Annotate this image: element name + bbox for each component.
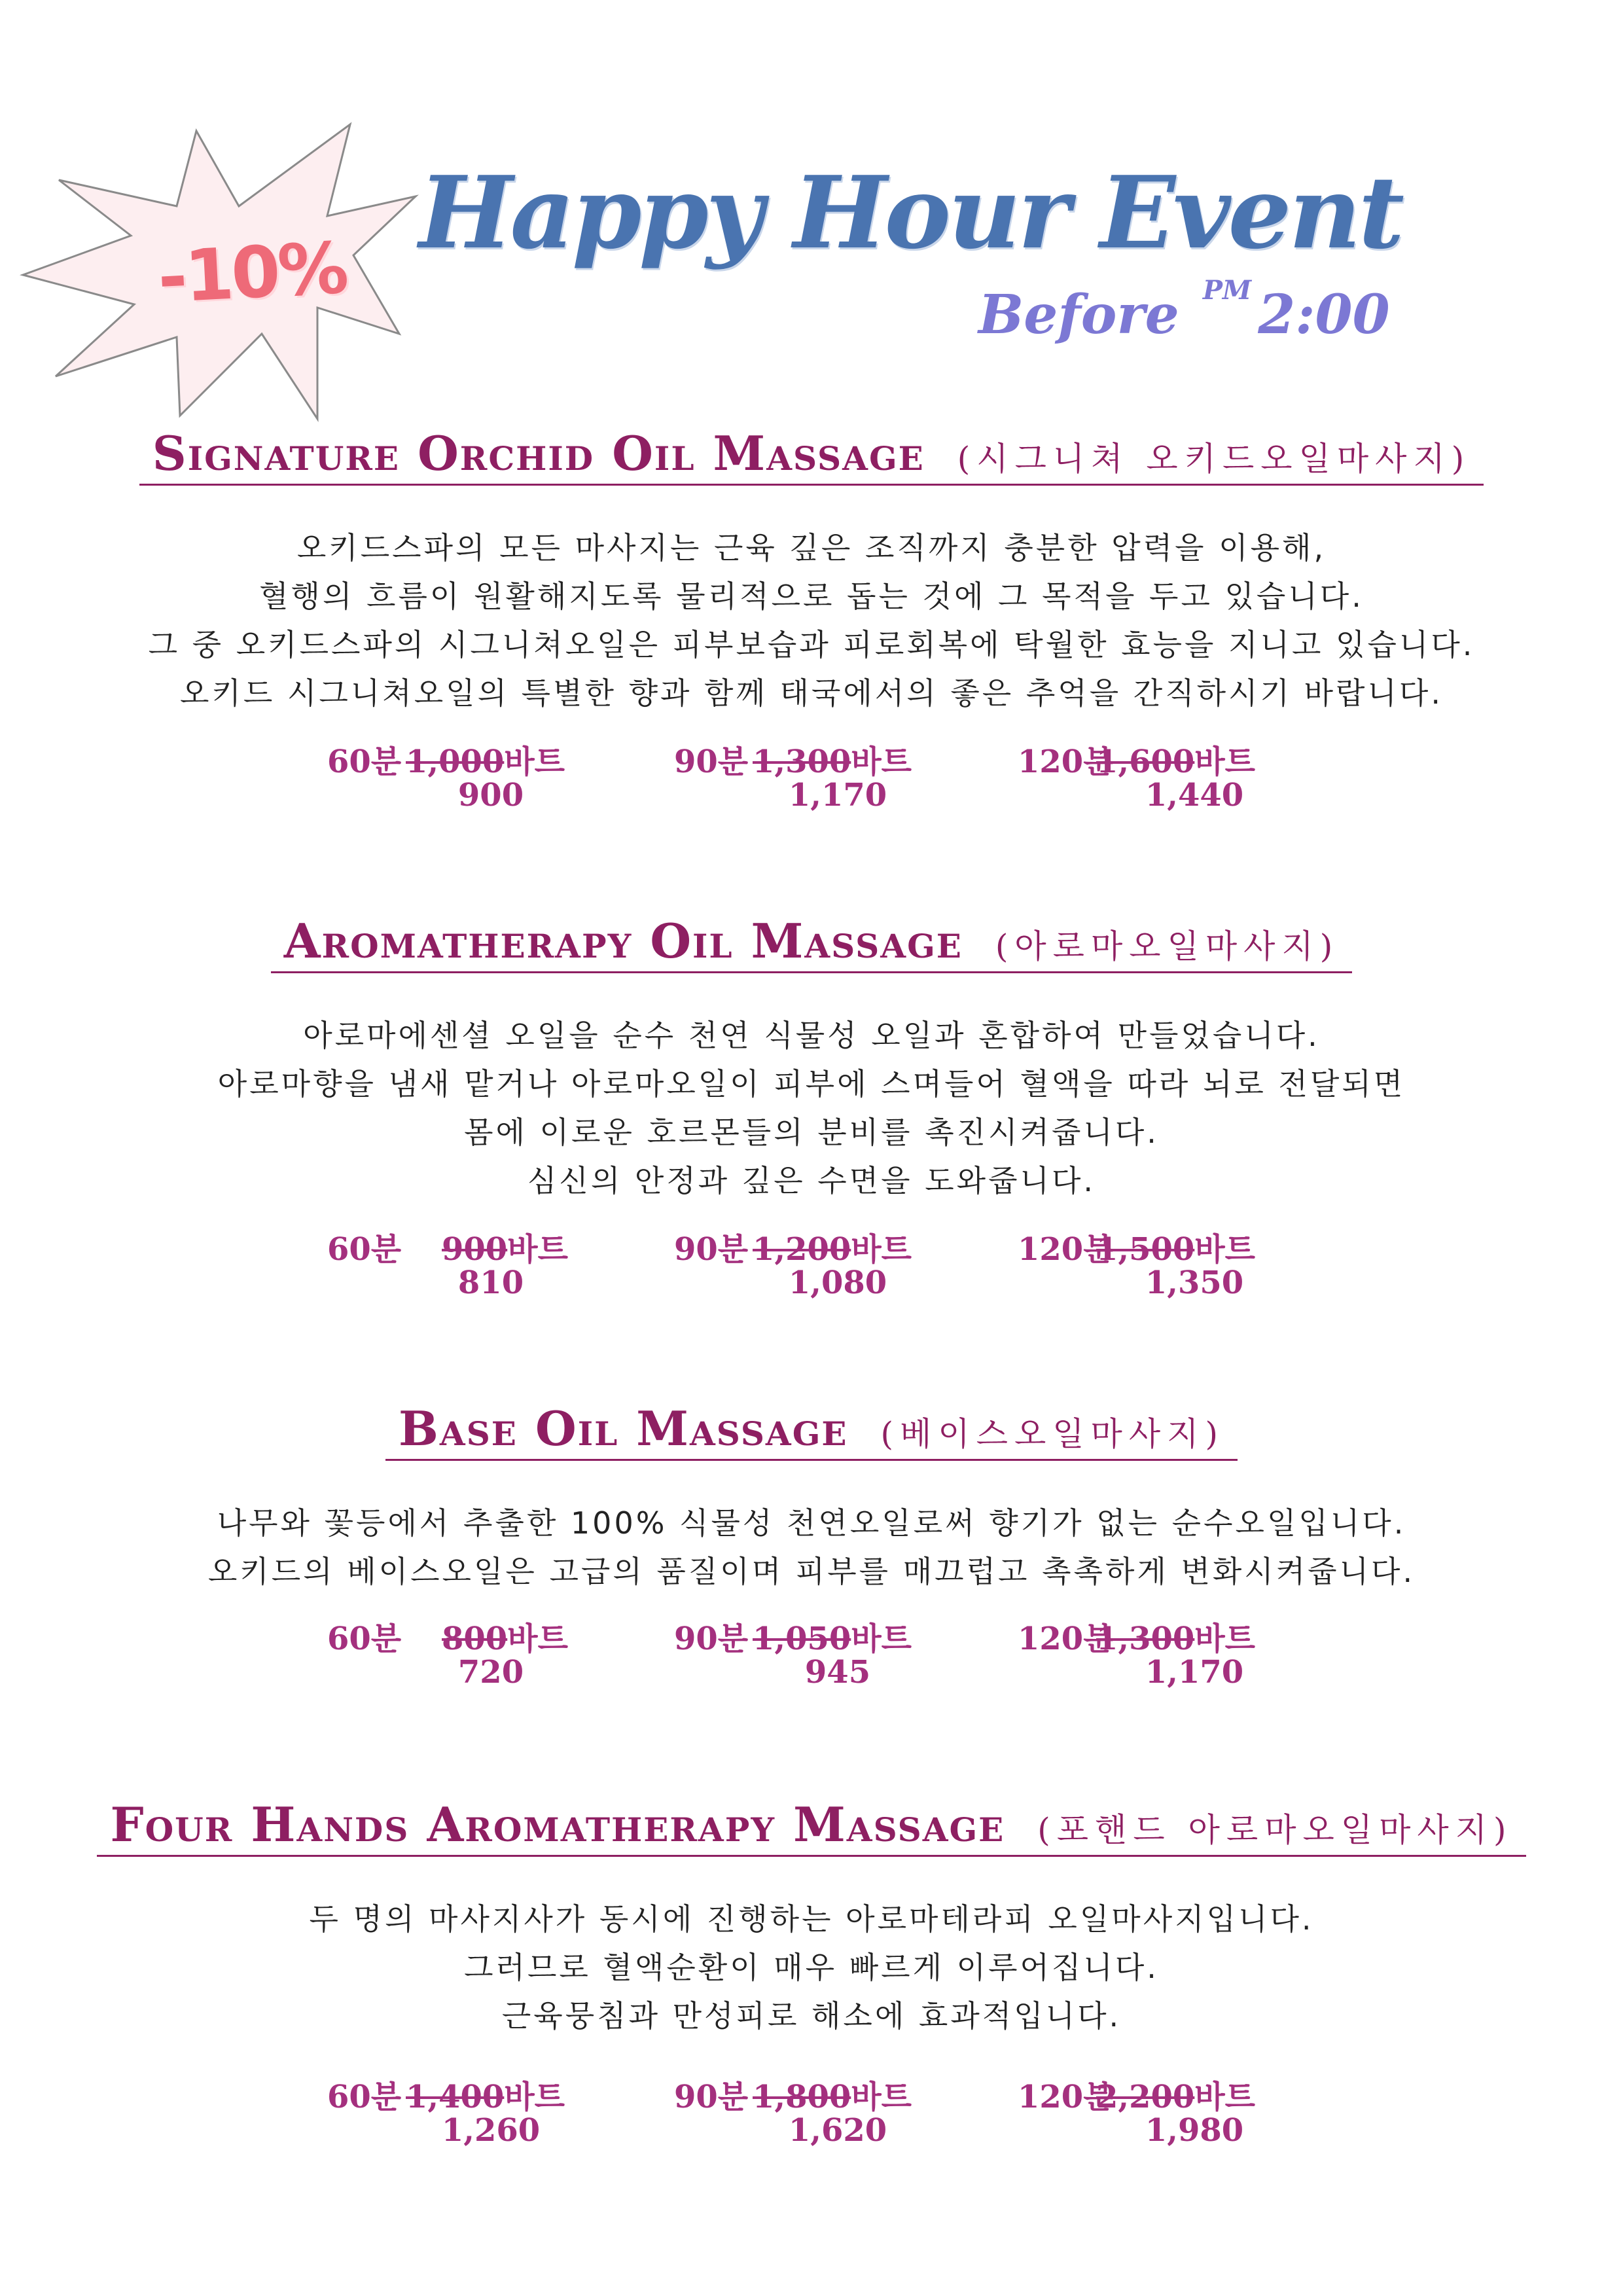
section-description bbox=[0, 1895, 1623, 2040]
price-unit: 바트 bbox=[1194, 1621, 1256, 1657]
section-description bbox=[0, 1499, 1623, 1596]
price-item bbox=[674, 1224, 1014, 1301]
section-description bbox=[0, 524, 1623, 717]
section-heading bbox=[0, 913, 1623, 973]
description-line: 근육뭉침과 만성피로 해소에 효과적입니다. bbox=[501, 1998, 1122, 2034]
price-unit: 바트 bbox=[1194, 744, 1256, 780]
description-line: 아로마에센셜 오일을 순수 천연 식물성 오일과 혼합하여 만들었습니다. bbox=[303, 1018, 1320, 1053]
price-duration: 120분 bbox=[1018, 2079, 1114, 2115]
discount-label: -10% bbox=[156, 227, 348, 319]
section-heading-underline bbox=[139, 425, 1484, 486]
description-line: 오키드스파의 모든 마사지는 근육 깊은 조직까지 충분한 압력을 이용해, bbox=[296, 530, 1327, 565]
description-line: 오키드의 베이스오일은 고급의 품질이며 피부를 매끄럽고 촉촉하게 변화시켜줍니다. bbox=[207, 1554, 1416, 1589]
section-title-ko: (아로마오일마사지) bbox=[995, 927, 1340, 965]
price-unit: 바트 bbox=[507, 1621, 568, 1657]
section-title-en: Aromatherapy Oil Massage bbox=[283, 913, 963, 969]
price-new: 810 bbox=[457, 1265, 524, 1301]
price-unit: 바트 bbox=[1194, 1231, 1256, 1268]
price-unit: 바트 bbox=[851, 1621, 912, 1657]
section-title-ko: (베이스오일마사지) bbox=[880, 1415, 1224, 1453]
price-old: 800 bbox=[442, 1621, 508, 1657]
section-heading-underline bbox=[97, 1797, 1525, 1857]
price-duration: 60분 bbox=[327, 744, 402, 780]
price-unit: 바트 bbox=[1194, 2079, 1256, 2115]
price-old: 1,800 bbox=[753, 2079, 851, 2115]
section-heading bbox=[0, 1797, 1623, 1857]
price-new: 1,350 bbox=[1145, 1265, 1244, 1301]
price-item bbox=[674, 2072, 1014, 2149]
price-duration: 120분 bbox=[1018, 1621, 1114, 1657]
section-heading-underline bbox=[385, 1401, 1238, 1461]
price-unit: 바트 bbox=[507, 1231, 568, 1268]
subtitle-prefix: Before bbox=[978, 283, 1179, 346]
price-row bbox=[0, 736, 1623, 828]
price-item bbox=[674, 1613, 1014, 1691]
price-item bbox=[327, 736, 668, 814]
section-heading bbox=[0, 425, 1623, 486]
subtitle-pm: PM bbox=[1202, 275, 1252, 306]
price-old: 1,500 bbox=[1096, 1231, 1195, 1268]
price-item bbox=[1018, 2072, 1358, 2149]
price-item bbox=[1018, 736, 1358, 814]
section-title-en: Signature Orchid Oil Massage bbox=[152, 425, 925, 481]
price-new: 1,260 bbox=[441, 2112, 541, 2149]
section-description bbox=[0, 1011, 1623, 1205]
price-row bbox=[0, 1224, 1623, 1316]
price-old: 1,400 bbox=[406, 2079, 505, 2115]
description-line: 두 명의 마사지사가 동시에 진행하는 아로마테라피 오일마사지입니다. bbox=[309, 1901, 1314, 1937]
price-duration: 120분 bbox=[1018, 1231, 1114, 1268]
section-title-en: Base Oil Massage bbox=[399, 1401, 848, 1456]
price-item bbox=[327, 2072, 668, 2149]
price-duration: 90분 bbox=[674, 1231, 749, 1268]
price-old: 1,600 bbox=[1096, 744, 1195, 780]
price-duration: 60분 bbox=[327, 1621, 402, 1657]
price-row bbox=[0, 2072, 1623, 2163]
price-unit: 바트 bbox=[504, 744, 565, 780]
price-new: 1,170 bbox=[788, 777, 887, 814]
description-line: 몸에 이로운 호르몬들의 분비를 촉진시켜줍니다. bbox=[464, 1115, 1159, 1150]
price-old: 900 bbox=[442, 1231, 508, 1268]
event-subtitle bbox=[978, 275, 1390, 346]
price-new: 1,080 bbox=[788, 1265, 887, 1301]
price-row bbox=[0, 1613, 1623, 1705]
price-item bbox=[327, 1224, 668, 1301]
price-duration: 90분 bbox=[674, 2079, 749, 2115]
description-line: 아로마향을 냄새 맡거나 아로마오일이 피부에 스며들어 혈액을 따라 뇌로 전달되면 bbox=[217, 1066, 1406, 1102]
price-new: 1,440 bbox=[1145, 777, 1244, 814]
price-item bbox=[674, 736, 1014, 814]
price-new: 720 bbox=[457, 1654, 524, 1691]
price-old: 1,300 bbox=[1096, 1621, 1195, 1657]
price-unit: 바트 bbox=[851, 744, 912, 780]
section-title-ko: (포핸드 아로마오일마사지) bbox=[1037, 1811, 1513, 1849]
description-line: 그러므로 혈액순환이 매우 빠르게 이루어집니다. bbox=[464, 1950, 1159, 1985]
price-duration: 90분 bbox=[674, 1621, 749, 1657]
description-line: 오키드 시그니쳐오일의 특별한 향과 함께 태국에서의 좋은 추억을 간직하시기 바랍니다. bbox=[180, 675, 1443, 711]
price-new: 1,170 bbox=[1145, 1654, 1244, 1691]
price-item bbox=[1018, 1613, 1358, 1691]
description-line: 그 중 오키드스파의 시그니쳐오일은 피부보습과 피로회복에 탁월한 효능을 지니고 있습니다. bbox=[148, 627, 1475, 662]
price-new: 1,980 bbox=[1145, 2112, 1244, 2149]
section-heading bbox=[0, 1401, 1623, 1461]
price-item bbox=[1018, 1224, 1358, 1301]
description-line: 나무와 꽃등에서 추출한 100% 식물성 천연오일로써 향기가 없는 순수오일입니다. bbox=[217, 1505, 1406, 1541]
price-old: 1,050 bbox=[753, 1621, 851, 1657]
price-old: 1,200 bbox=[753, 1231, 851, 1268]
price-old: 1,300 bbox=[753, 744, 851, 780]
price-unit: 바트 bbox=[851, 1231, 912, 1268]
price-old: 1,000 bbox=[406, 744, 505, 780]
price-item bbox=[327, 1613, 668, 1691]
price-new: 945 bbox=[804, 1654, 871, 1691]
event-title: Happy Hour Event bbox=[419, 154, 1402, 271]
subtitle-time: 2:00 bbox=[1258, 283, 1390, 346]
description-line: 심신의 안정과 깊은 수면을 도와줍니다. bbox=[527, 1163, 1096, 1198]
price-new: 1,620 bbox=[788, 2112, 887, 2149]
section-title-ko: (시그니쳐 오키드오일마사지) bbox=[957, 440, 1471, 478]
section-heading-underline bbox=[271, 913, 1353, 973]
price-duration: 90분 bbox=[674, 744, 749, 780]
section-title-en: Four Hands Aromatherapy Massage bbox=[110, 1797, 1005, 1852]
price-new: 900 bbox=[457, 777, 524, 814]
price-unit: 바트 bbox=[851, 2079, 912, 2115]
price-unit: 바트 bbox=[504, 2079, 565, 2115]
price-duration: 60분 bbox=[327, 2079, 402, 2115]
price-duration: 60분 bbox=[327, 1231, 402, 1268]
description-line: 혈행의 흐름이 원활해지도록 물리적으로 돕는 것에 그 목적을 두고 있습니다. bbox=[259, 579, 1364, 614]
price-old: 2,200 bbox=[1096, 2079, 1195, 2115]
price-duration: 120분 bbox=[1018, 744, 1114, 780]
